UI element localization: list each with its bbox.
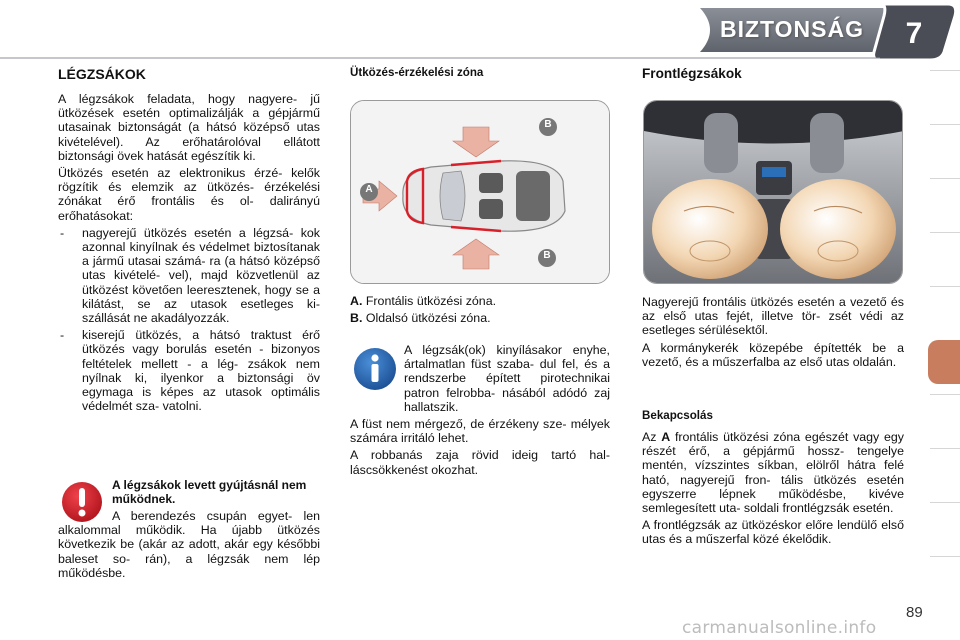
legend-key: B. [350, 311, 363, 326]
warning-title: A légzsákok levett gyújtásnál nem működnek. [112, 478, 307, 506]
info-box-text [350, 343, 610, 480]
activation-key: A [661, 430, 671, 444]
section-title-bekapcsolas: Bekapcsolás [642, 409, 713, 422]
list-dash: - [60, 328, 65, 343]
activation-text [642, 430, 904, 550]
activation-body: frontális ütközési zóna egészét vagy egy részét érő, a gépjármű hossz- tengelye mentén, vízszintes síkban, elölről hátra felé ható, nagyerejű fron- tális ütközés esetén egyszerre lépnek működésbe, kivéve semlegesített uta- soldali frontlégzsák esetén. [642, 430, 904, 516]
paragraph: A légzsákok feladata, hogy nagyere- jű ütközések esetén optimalizálják a gépjármű utasainak biztonságát (a hátsó középső utas kivételével). Az erőhatárolóval ellátott biztonsági övek hatását egészítik ki. [58, 92, 320, 163]
page-number: 89 [906, 604, 923, 621]
warning-text: A berendezés csupán egyet- len alkalommal működik. Ha újabb ütközés következik be (akár az adott, akár egy későbbi baleset so- rán), a légzsák nem lép működésbe. [58, 509, 320, 580]
diagram-label-b-top: B [544, 119, 552, 130]
diagram-label-b-bottom: B [543, 250, 551, 261]
zone-legend [350, 294, 610, 328]
side-tab-active[interactable] [928, 340, 960, 384]
activation-prefix: Az [642, 430, 657, 444]
car-top-view-diagram [351, 101, 610, 284]
right-column-text [642, 295, 904, 372]
legend-text: Frontális ütközési zóna. [365, 294, 497, 308]
side-tab[interactable] [930, 448, 960, 494]
activation-paragraph [642, 430, 904, 515]
list-item [58, 226, 320, 325]
list-dash: - [60, 225, 65, 240]
side-tab[interactable] [930, 556, 960, 602]
chapter-title: BIZTONSÁG [719, 16, 864, 42]
side-tab[interactable] [930, 394, 960, 440]
legend-key: A. [350, 294, 363, 308]
info-paragraph: A robbanás zaja rövid ideig tartó hal- láscsökkenést okozhat. [350, 448, 610, 477]
section-title-utkozes: Ütközés-érzékelési zóna [350, 66, 484, 79]
list-item [58, 328, 320, 413]
diagram-label-a: A [365, 184, 373, 195]
side-tab[interactable] [930, 232, 960, 278]
paragraph: Ütközés esetén az elektronikus érzé- kelők rögzítik és elemzik az ütközés- érzékelési zónákat érő frontális és ol- dalirányú erőhatásokat: [58, 166, 320, 223]
crash-zone-diagram [350, 100, 610, 284]
watermark[interactable]: carmanualsonline.info [682, 618, 877, 638]
side-tab[interactable] [930, 502, 960, 548]
paragraph: A frontlégzsák az ütközéskor előre lendülő első utas és a műszerfal közé ékelődik. [642, 518, 904, 547]
front-airbags-photo [643, 100, 903, 284]
info-paragraph: A légzsák(ok) kinyílásakor enyhe, ártalmatlan füst szaba- dul fel, és a rendszerbe épített pirotechnikai patron felrobba- násából adódó zaj hallatszik. [404, 343, 610, 414]
section-title-frontlegzsakok: Frontlégzsákok [642, 66, 742, 81]
legend-item [350, 311, 610, 325]
legend-item [350, 294, 610, 308]
front-airbags-illustration [644, 101, 903, 284]
section-title-legzsakok: LÉGZSÁKOK [58, 66, 146, 82]
list-item-text: nagyerejű ütközés esetén a légzsá- kok azonnal kinyílnak és védelmet biztosítanak a jármű utasai számá- ra (a hátsó középső utas kivételé- vel), majd közvetlenül az ütközést követően leeresztenek, hogy se a kilátást, se az utasok esetleges ki- szállását ne akadályozzák. [82, 225, 320, 326]
side-tab[interactable] [930, 70, 960, 116]
side-tab[interactable] [930, 178, 960, 224]
left-column-text [58, 92, 320, 416]
side-tab[interactable] [930, 286, 960, 332]
legend-text: Oldalsó ütközési zóna. [365, 311, 491, 326]
paragraph: A kormánykerék közepébe építették be a vezető, és a műszerfalba az első utas oldalán. [642, 340, 904, 369]
paragraph: Nagyerejű frontális ütközés esetén a vezető és az első utas fejét, illetve tör- zsét védi az esetleges sérülésektől. [642, 295, 904, 338]
list-item-text: kiserejű ütközés, a hátsó traktust érő ütközés vagy borulás esetén - bizonyos feltételek mellett - a lég- zsákok nem nyílnak ki, ilyenkor a biztonsági öv egymaga is képes az utasok optimális védelmét sza- vatolni. [82, 328, 320, 414]
chapter-number: 7 [905, 17, 923, 50]
side-tab[interactable] [930, 124, 960, 170]
info-paragraph: A füst nem mérgező, de érzékeny sze- mélyek számára irritáló lehet. [350, 417, 610, 446]
